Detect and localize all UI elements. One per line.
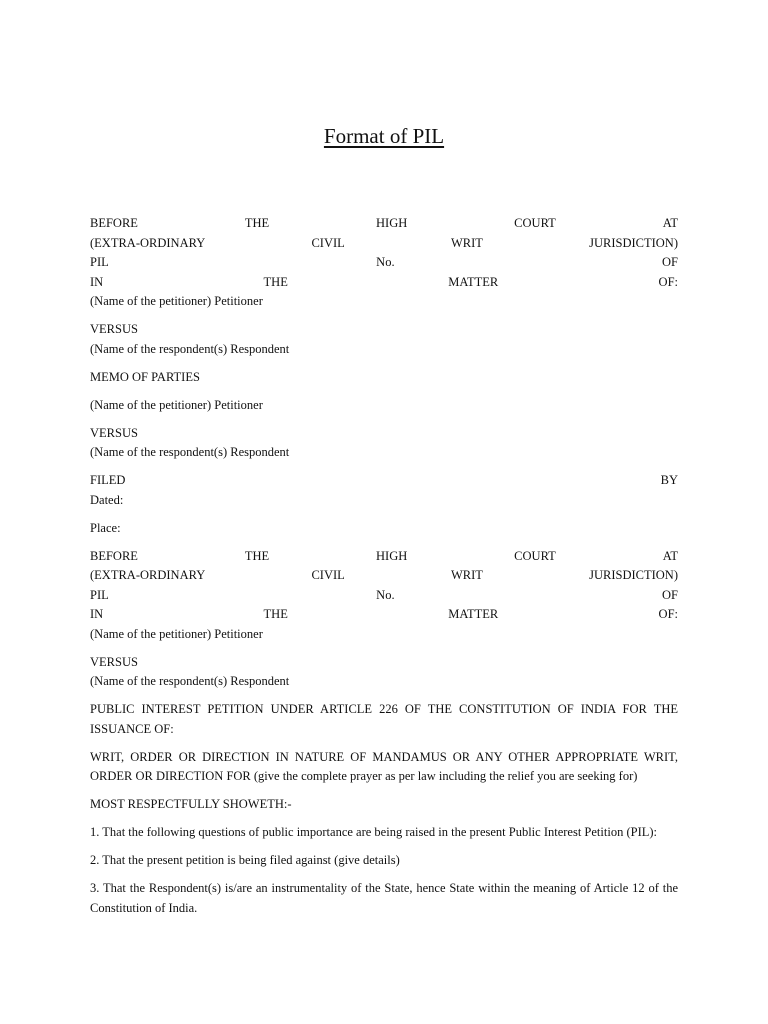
heading-row-1: BEFORE THE HIGH COURT AT [90, 216, 678, 230]
heading-row-1: BEFORE THE HIGH COURT AT [90, 548, 678, 563]
respondent-line: (Name of the respondent(s) Respondent [90, 445, 290, 459]
respondent-line: (Name of the respondent(s) Respondent [90, 341, 290, 356]
heading-row-4: IN THE MATTER OF: [90, 274, 678, 289]
petitioner-line: (Name of the petitioner) Petitioner [90, 397, 263, 412]
petitioner-line: (Name of the petitioner) Petitioner [90, 626, 263, 641]
heading-row-2: (EXTRA-ORDINARY CIVIL WRIT JURISDICTION) [90, 235, 678, 250]
memo-heading: MEMO OF PARTIES [90, 369, 200, 384]
versus-line: VERSUS [90, 654, 138, 669]
heading-row-3: PIL No. OF [90, 587, 678, 602]
heading-row-2: (EXTRA-ORDINARY CIVIL WRIT JURISDICTION) [90, 568, 678, 582]
filed-by-row: FILED BY [90, 473, 678, 487]
point-1: 1. That the following questions of public importance are being raised in the present Public Interest Petition (PIL): [90, 825, 657, 839]
point-3: 3. That the Respondent(s) is/are an instrumentality of the State, hence State within the meaning of Article 12 of the Constitution of India. [90, 881, 678, 915]
dated-line: Dated: [90, 492, 124, 507]
pip-heading: PUBLIC INTEREST PETITION UNDER ARTICLE 226 OF THE CONSTITUTION OF INDIA FOR THE ISSUANCE OF: [90, 702, 678, 736]
respondent-line: (Name of the respondent(s) Respondent [90, 674, 290, 688]
petitioner-line: (Name of the petitioner) Petitioner [90, 294, 263, 308]
heading-row-4: IN THE MATTER OF: [90, 607, 678, 621]
document-body [90, 214, 678, 918]
heading-row-3: PIL No. OF [90, 255, 678, 269]
point-2: 2. That the present petition is being filed against (give details) [90, 853, 400, 867]
writ-paragraph: WRIT, ORDER OR DIRECTION IN NATURE OF MANDAMUS OR ANY OTHER APPROPRIATE WRIT, ORDER OR DIRECTION FOR (give the complete prayer as per law including the relief you are seeking for) [90, 749, 678, 783]
showeth-heading: MOST RESPECTFULLY SHOWETH:- [90, 797, 292, 811]
place-line: Place: [90, 520, 121, 535]
versus-line: VERSUS [90, 425, 138, 440]
versus-line: VERSUS [90, 322, 138, 336]
page-title: Format of PIL [323, 124, 445, 148]
